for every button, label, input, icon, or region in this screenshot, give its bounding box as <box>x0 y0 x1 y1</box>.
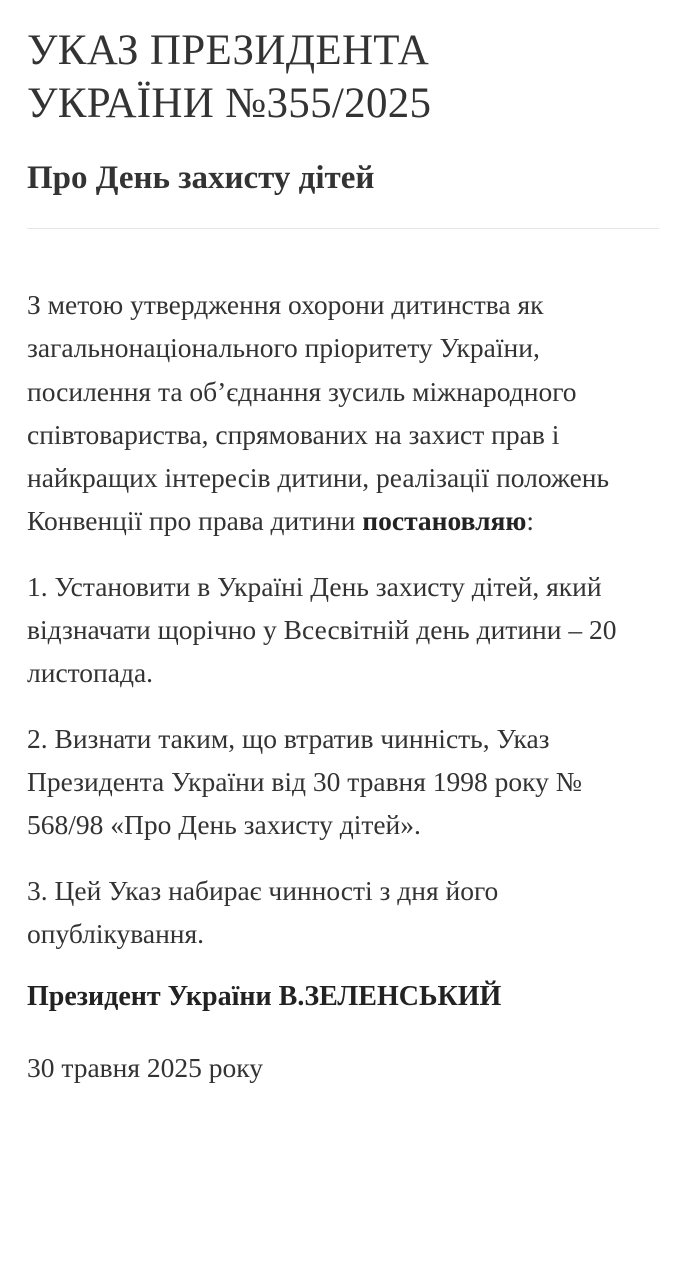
document-title-line-1: УКАЗ ПРЕЗИДЕНТА <box>27 27 430 74</box>
document-title-line-2: УКРАЇНИ №355/2025 <box>27 80 432 127</box>
document-title <box>27 0 659 130</box>
clause-1: 1. Установити в Україні День захисту дітей, який відзначати щорічно у Всесвітній день дитини – 20 листопада. <box>27 570 617 689</box>
document-subtitle: Про День захисту дітей <box>27 160 375 196</box>
clause-3: 3. Цей Указ набирає чинності з дня його опублікування. <box>27 874 499 949</box>
decree-colon: : <box>526 505 535 537</box>
preamble-paragraph <box>27 283 659 543</box>
signing-date: 30 травня 2025 року <box>27 1052 264 1084</box>
preamble-text: З метою утвердження охорони дитинства як загальнонаціонального пріоритету України, посилення та об’єднання зусиль міжнародного співтовариства, спрямованих на захист прав і найкращих інтересів дитини, реалізації положень Конвенції про права дитини <box>27 289 610 537</box>
decree-verb: постановляю <box>362 505 527 537</box>
signature-line: Президент України В.ЗЕЛЕНСЬКИЙ <box>27 981 502 1013</box>
decree-document <box>27 0 659 1117</box>
clause-2: 2. Визнати таким, що втратив чинність, Указ Президента України від 30 травня 1998 року № 568/98 «Про День захисту дітей». <box>27 722 583 841</box>
title-divider <box>27 228 659 229</box>
